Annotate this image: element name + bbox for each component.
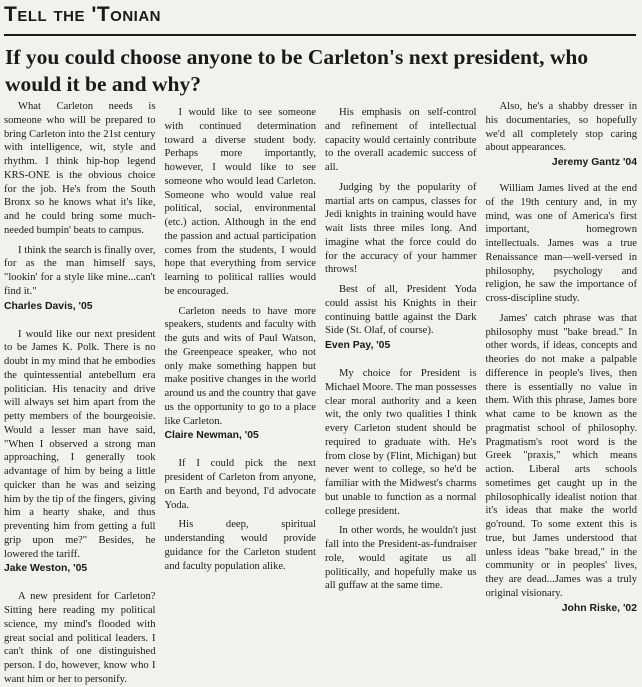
column-3 [325, 100, 477, 595]
gantz-paragraph-2: In other words, he wouldn't just fall into the President-as-fundraiser role, would agitate us all politically, and hopefully make us all guffaw at the same time. [325, 525, 477, 592]
header-rule [4, 34, 636, 36]
davis-author: Charles Davis, '05 [4, 300, 93, 312]
pay-paragraph-2: His deep, spiritual understanding would provide guidance for the Carleton student and faculty population alike. [164, 519, 316, 572]
riske-paragraph-1: William James lived at the end of the 19th century and, in my mind, was one of America's first important, homegrown intellectuals. James was a true Renaissance man—well-versed in philosophy, psychology and religion, he saw the importance of cross-discipline study. [485, 183, 637, 304]
pay-author: Even Pay, '05 [325, 340, 391, 351]
riske-author: John Riske, '02 [561, 602, 637, 614]
article-columns [4, 100, 637, 685]
pay-paragraph-1: If I could pick the next president of Carleton from anyone, on Earth and beyond, I'd advocate Yoda. [164, 458, 316, 511]
pay-paragraph-5: Best of all, President Yoda could assist his Knights in their continuing battle against the Dark Side (St. Olaf, of course). [325, 284, 477, 337]
pay-paragraph-3: His emphasis on self-control and refinement of intellectual capacity would certainly contribute to the overall academic success of all. [325, 107, 477, 173]
gantz-paragraph-3: Also, he's a shabby dresser in his documentaries, so hopefully we'd all completely stop caring about appearances. [485, 101, 637, 154]
weston-paragraph-1: I would like our next president to be James K. Polk. There is no doubt in my mind that he embodies the quintessential antebellum era politician. His tenacity and drive will always set him apart from the petty members of the bourgeoisie. Would a lesser man have said, "When I observed a strong man approaching, I generally took advantage of him by being a little quicker than he was and seizing him by the tip of the fingers, giving him a hearty shake, and thus preventing him from getting a full grip upon me?" Besides, he lowered the tariff. [4, 328, 156, 560]
davis-paragraph-2: I think the search is finally over, for as the man himself says, "lookin' for a style like mine...can't find it." [4, 244, 156, 297]
davis-paragraph-1: What Carleton needs is someone who will be prepared to bring Carleton into the 21st century with intelligence, wit, style and rhythm. I think hip-hop legend KRS-ONE is the obvious choice for the job. He's from the South Bronx so he knows what it's like, and he could bring some much-needed bumpin' beats to campus. [4, 101, 156, 236]
riske-paragraph-2: James' catch phrase was that philosophy must "bake bread." In other words, if ideas, concepts and theories do not make a palpable difference in people's lives, then there is essentially no value in them. With this phrase, James bore what came to be known as the pragmatist school of philosophy. Pragmatism's root word is the Greek "praxis," which means action. Liberal arts schools sometimes get caught up in the philosophically idealist notion that it's ideas that make the world go'round. To some extent this is true, but James understood that unless ideas "bake bread," in the community or in peoples' lives, they are dead...James was a truly original visionary. [485, 312, 637, 599]
section-header: Tell the 'Tonian [4, 3, 161, 26]
gantz-author: Jeremy Gantz '04 [551, 157, 637, 168]
newman-paragraph-3: Carleton needs to have more speakers, students and faculty with the guts and wits of Paul Watson, the Greenpeace speaker, who not only make something happen but make positive changes in the world around us and the country that gave us the opportunity to go to a place like Carleton. [164, 305, 316, 427]
pay-paragraph-4: Judging by the popularity of martial arts on campus, classes for Jedi knights in training would have wait lists three miles long. And imagine what the force could do for the accuracy of your hammer throws! [325, 181, 477, 276]
newman-author: Claire Newman, '05 [164, 430, 259, 442]
column-4 [485, 100, 638, 614]
column-1 [4, 100, 156, 685]
gantz-paragraph-1: My choice for President is Michael Moore. The man possesses clear moral authority and a keen wit, the only two qualities I think every Carleton student should be required to graduate with. He's from close by (Flint, Michigan) but never went to college, so he'd be familiar with the Midwest's charms but unable to function as a normal college president. [325, 368, 477, 517]
weston-author: Jake Weston, '05 [4, 563, 88, 575]
newman-paragraph-1: A new president for Carleton? Sitting here reading my political science, my mind's flooded with great social and political leaders. I can't think of one distinguished person. I do, however, know who I want him or her to personify. [4, 591, 156, 685]
newman-paragraph-2: I would like to see someone with continued determination toward a diverse student body. Perhaps more importantly, however, I would like to see someone who would lead Carleton. Someone who would value real political, social, environmental (etc.) action. Although in the end the passion and actual participation comes from the students, I would hope that everything from service learning to political rallies would be encouraged. [164, 107, 316, 297]
headline: If you could choose anyone to be Carleton's next president, who would it be and why? [5, 45, 589, 96]
column-2 [165, 100, 317, 595]
